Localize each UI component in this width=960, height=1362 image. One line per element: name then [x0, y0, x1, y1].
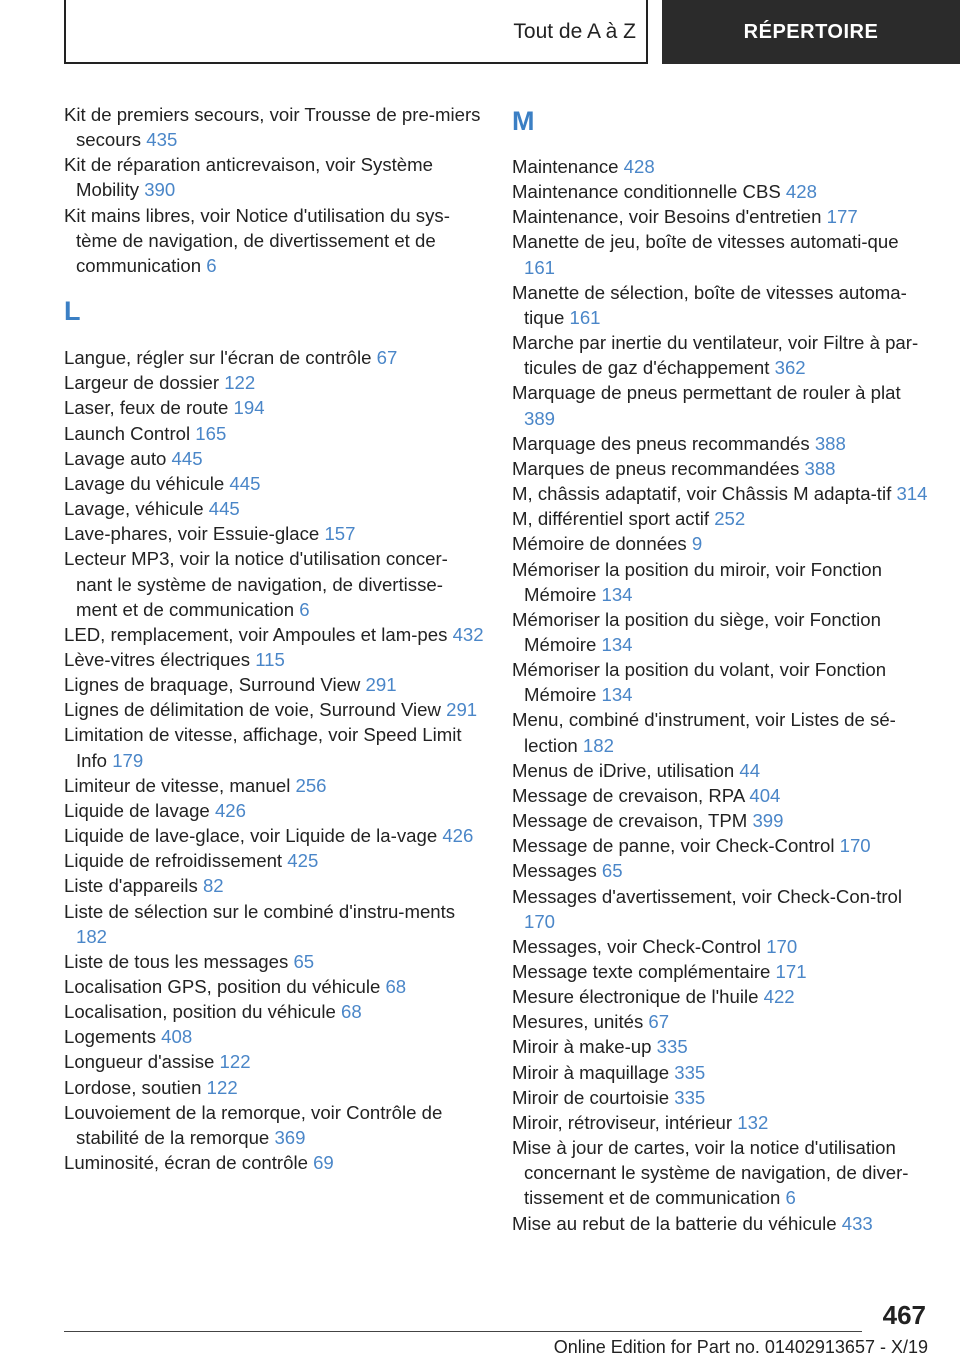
- page-reference-link[interactable]: 389: [524, 407, 556, 429]
- page-reference-link[interactable]: 445: [229, 472, 261, 494]
- index-entry: [64, 203, 484, 278]
- index-entry-text: Lordose, soutien: [64, 1076, 207, 1098]
- page-reference-link[interactable]: 67: [376, 347, 398, 369]
- index-entry: [64, 974, 484, 999]
- index-entry-text: Marquage de pneus permettant de rouler à plat: [512, 382, 901, 404]
- index-entry-text: Localisation, position du véhicule: [64, 1001, 342, 1023]
- index-entry: [64, 1100, 484, 1150]
- page-reference-link[interactable]: 388: [804, 457, 836, 479]
- page-reference-link[interactable]: 82: [202, 875, 224, 897]
- index-column-left: [64, 102, 484, 1175]
- page-reference-link[interactable]: 428: [623, 156, 655, 177]
- index-entry: [64, 496, 484, 521]
- page-number: 467: [882, 1300, 926, 1330]
- index-entry-text: Mesures, unités: [512, 1011, 649, 1033]
- index-entry: [512, 1110, 932, 1135]
- index-entry-text: Miroir de courtoisie: [512, 1086, 675, 1108]
- index-entry-text: M, châssis adaptatif, voir Châssis M adapta-tif: [512, 483, 897, 505]
- index-entry: [512, 557, 932, 607]
- page-reference-link[interactable]: 291: [446, 699, 478, 721]
- page-reference-link[interactable]: 68: [385, 976, 407, 997]
- index-entry-text: Marques de pneus recommandées: [512, 457, 805, 479]
- index-entry-text: M, différentiel sport actif: [512, 508, 715, 530]
- index-entry-text: Lave-phares, voir Essuie-glace: [64, 523, 325, 545]
- page-reference-link[interactable]: 115: [255, 648, 285, 670]
- index-entry: [512, 204, 932, 229]
- index-entry: [512, 154, 932, 179]
- index-entry-text: Lecteur MP3, voir la notice d'utilisation concer-nant le système de navigation, de divertisse-ment et de communication: [64, 548, 448, 620]
- index-entry: [512, 1135, 932, 1210]
- page-reference-link[interactable]: 134: [601, 583, 633, 605]
- index-entry: [512, 758, 932, 783]
- index-entry-text: Liquide de refroidissement: [64, 850, 288, 872]
- index-entry: [512, 431, 932, 456]
- index-entry: [512, 280, 932, 330]
- page-reference-link[interactable]: 69: [313, 1152, 334, 1174]
- index-entry-text: Liquide de lavage: [64, 799, 215, 821]
- page-reference-link[interactable]: 433: [841, 1212, 873, 1234]
- index-entry: [64, 949, 484, 974]
- page-reference-link[interactable]: 388: [814, 432, 846, 454]
- index-entry-text: Liste d'appareils: [64, 875, 203, 897]
- index-entry: [64, 722, 484, 772]
- index-entry-text: Manette de jeu, boîte de vitesses automati-que: [512, 231, 899, 253]
- index-entry-text: Mémoriser la position du siège, voir Fonction Mémoire: [512, 608, 881, 655]
- page-reference-link[interactable]: 435: [146, 129, 178, 151]
- index-entry-text: Launch Control: [64, 422, 196, 444]
- index-entry: [512, 1060, 932, 1085]
- index-entry: [64, 647, 484, 672]
- index-entry-text: Message de panne, voir Check-Control: [512, 835, 840, 857]
- index-entry: [512, 858, 932, 883]
- page-reference-link[interactable]: 161: [569, 306, 601, 328]
- index-entry: [512, 934, 932, 959]
- page-reference-link[interactable]: 335: [674, 1086, 706, 1108]
- page-reference-link[interactable]: 404: [749, 784, 781, 806]
- page-reference-link[interactable]: 194: [233, 397, 265, 419]
- index-entry-text: Kit mains libres, voir Notice d'utilisation du sys-tème de navigation, de divertissement et de communication: [64, 204, 450, 276]
- page-reference-link[interactable]: 170: [766, 935, 798, 957]
- index-entry: [64, 999, 484, 1024]
- index-entry-text: Kit de réparation anticrevaison, voir Système Mobility: [64, 154, 433, 201]
- index-entry-text: Marche par inertie du ventilateur, voir Filtre à par-ticules de gaz d'échappement: [512, 332, 919, 379]
- index-entry-text: Messages, voir Check-Control: [512, 935, 767, 957]
- page-reference-link[interactable]: 122: [219, 1051, 251, 1073]
- index-entry: [512, 380, 932, 430]
- index-entry: [64, 345, 484, 370]
- index-entry-text: Miroir, rétroviseur, intérieur: [512, 1111, 738, 1133]
- index-entry: [512, 657, 932, 707]
- page-reference-link[interactable]: 335: [674, 1061, 706, 1083]
- page-reference-link[interactable]: 6: [206, 254, 217, 276]
- page-reference-link[interactable]: 390: [144, 179, 176, 201]
- index-entry: [512, 783, 932, 808]
- index-entry: [512, 1211, 932, 1236]
- page-reference-link[interactable]: 369: [274, 1126, 306, 1148]
- index-letter-heading: L: [64, 296, 81, 327]
- index-entry: [64, 152, 484, 202]
- index-entry-text: Menus de iDrive, utilisation: [512, 759, 740, 781]
- page-reference-link[interactable]: 67: [648, 1011, 670, 1033]
- page-reference-link[interactable]: 68: [341, 1001, 362, 1023]
- page-reference-link[interactable]: 165: [195, 422, 227, 444]
- page-reference-link[interactable]: 134: [601, 684, 633, 706]
- index-entry-text: Mesure électronique de l'huile: [512, 986, 764, 1008]
- index-entry: [64, 773, 484, 798]
- index-entry-text: Lignes de délimitation de voie, Surround View: [64, 699, 447, 721]
- page-reference-link[interactable]: 65: [293, 950, 315, 972]
- section-title: Tout de A à Z: [513, 20, 636, 43]
- index-entry: [64, 1150, 484, 1175]
- index-entry: [64, 1024, 484, 1049]
- index-entry: [64, 1075, 484, 1100]
- index-entry: [64, 102, 484, 152]
- page-reference-link[interactable]: 426: [442, 825, 474, 847]
- page-reference-link[interactable]: 362: [774, 357, 806, 379]
- page-reference-link[interactable]: 182: [76, 925, 108, 947]
- page-reference-link[interactable]: 256: [295, 774, 327, 796]
- index-entry: [512, 481, 932, 506]
- index-entry-text: Lavage, véhicule: [64, 498, 209, 520]
- index-entry-text: Lignes de braquage, Surround View: [64, 674, 366, 696]
- page-reference-link[interactable]: 445: [208, 498, 240, 520]
- page-reference-link[interactable]: 425: [287, 850, 319, 872]
- index-entry-text: Logements: [64, 1026, 162, 1048]
- index-entry: [64, 798, 484, 823]
- footer-divider: [64, 1331, 862, 1332]
- index-entry: [512, 1085, 932, 1110]
- page-reference-link[interactable]: 170: [524, 910, 556, 932]
- page-reference-link[interactable]: 445: [171, 447, 203, 469]
- index-entry: [512, 884, 932, 934]
- page-reference-link[interactable]: 179: [112, 749, 144, 771]
- index-entry-text: Menu, combiné d'instrument, voir Listes de sé-lection: [512, 709, 896, 756]
- page-reference-link[interactable]: 44: [739, 759, 761, 781]
- index-entry: [512, 808, 932, 833]
- index-entry-text: Largeur de dossier: [64, 372, 225, 394]
- index-entry-text: Limitation de vitesse, affichage, voir Speed Limit Info: [64, 724, 462, 771]
- index-entry: [64, 471, 484, 496]
- page-reference-link[interactable]: 252: [714, 508, 746, 530]
- index-entry: [512, 607, 932, 657]
- page-reference-link[interactable]: 408: [161, 1026, 193, 1048]
- index-entry-text: Message texte complémentaire: [512, 961, 776, 982]
- page-reference-link[interactable]: 122: [206, 1076, 238, 1098]
- index-entry: [512, 833, 932, 858]
- index-entry: [512, 531, 932, 556]
- page-reference-link[interactable]: 432: [452, 623, 484, 645]
- index-column-right: [512, 102, 932, 1236]
- index-entry: [512, 707, 932, 757]
- page-reference-link[interactable]: 426: [214, 799, 246, 821]
- page-reference-link[interactable]: 132: [737, 1111, 769, 1133]
- index-entry-text: Miroir à make-up: [512, 1036, 657, 1058]
- index-entry-text: Marquage des pneus recommandés: [512, 432, 815, 454]
- index-entry-text: Mise à jour de cartes, voir la notice d'utilisation concernant le système de navigation, de diver-tissement et de communication: [512, 1137, 909, 1209]
- page-reference-link[interactable]: 134: [601, 633, 633, 655]
- index-entry: [512, 959, 932, 984]
- page-reference-link[interactable]: 171: [775, 961, 807, 982]
- page-reference-link[interactable]: 314: [896, 483, 928, 505]
- index-entry-text: Messages d'avertissement, voir Check-Con-trol: [512, 885, 903, 907]
- index-entry-text: Limiteur de vitesse, manuel: [64, 774, 296, 796]
- index-entry-text: Message de crevaison, TPM: [512, 810, 753, 832]
- index-entry-text: LED, remplacement, voir Ampoules et lam-pes: [64, 623, 453, 645]
- page-reference-link[interactable]: 9: [691, 533, 703, 555]
- index-entry-text: Maintenance: [512, 156, 624, 177]
- index-entry-text: Lavage auto: [64, 447, 172, 469]
- index-letter-heading: M: [512, 106, 535, 136]
- page-reference-link[interactable]: 177: [826, 206, 858, 228]
- index-entry: [64, 622, 484, 647]
- index-entry: [64, 446, 484, 471]
- index-entry-text: Liquide de lave-glace, voir Liquide de la-vage: [64, 825, 443, 847]
- index-entry-text: Laser, feux de route: [64, 397, 234, 419]
- index-entry: [64, 672, 484, 697]
- index-entry-text: Messages: [512, 860, 602, 882]
- page-reference-link[interactable]: 157: [324, 523, 356, 545]
- index-entry-text: Longueur d'assise: [64, 1051, 220, 1073]
- index-entry: [64, 823, 484, 848]
- index-entry: [512, 1034, 932, 1059]
- chapter-tab[interactable]: RÉPERTOIRE: [662, 0, 960, 64]
- page-reference-link[interactable]: 335: [656, 1036, 688, 1058]
- page-reference-link[interactable]: 6: [299, 598, 310, 620]
- index-entry: [512, 179, 932, 204]
- index-entry-text: Miroir à maquillage: [512, 1061, 675, 1083]
- index-entry-text: Langue, régler sur l'écran de contrôle: [64, 347, 377, 369]
- page-reference-link[interactable]: 161: [524, 256, 556, 278]
- index-entry: [64, 1049, 484, 1074]
- page-reference-link[interactable]: 182: [582, 734, 614, 756]
- index-entry-text: Kit de premiers secours, voir Trousse de pre-miers secours: [64, 104, 481, 151]
- index-entry-text: Maintenance, voir Besoins d'entretien: [512, 206, 827, 228]
- page-reference-link[interactable]: 291: [365, 674, 397, 696]
- index-entry-text: Luminosité, écran de contrôle: [64, 1152, 314, 1174]
- index-entry-text: Mise au rebut de la batterie du véhicule: [512, 1212, 842, 1234]
- index-entry: [64, 873, 484, 898]
- index-entry-text: Manette de sélection, boîte de vitesses automa-tique: [512, 281, 907, 328]
- index-entry-text: Lavage du véhicule: [64, 472, 230, 494]
- index-entry: [64, 697, 484, 722]
- index-entry: [64, 848, 484, 873]
- index-entry: [64, 395, 484, 420]
- index-entry: [512, 506, 932, 531]
- index-entry-text: Mémoriser la position du volant, voir Fonction Mémoire: [512, 659, 887, 706]
- index-entry: [64, 370, 484, 395]
- index-entry-text: Mémoire de données: [512, 533, 692, 555]
- footer-edition: Online Edition for Part no. 01402913657 - X/19: [553, 1337, 928, 1357]
- page-reference-link[interactable]: 170: [839, 835, 871, 857]
- index-entry: [512, 229, 932, 279]
- page-reference-link[interactable]: 65: [601, 860, 623, 882]
- index-entry: [512, 330, 932, 380]
- index-entry: [512, 984, 932, 1009]
- page-reference-link[interactable]: 122: [224, 372, 256, 394]
- index-entry-text: Liste de tous les messages: [64, 950, 294, 972]
- page-reference-link[interactable]: 422: [763, 986, 795, 1008]
- index-entry-text: Liste de sélection sur le combiné d'instru-ments: [64, 900, 456, 922]
- page-reference-link[interactable]: 428: [785, 181, 817, 203]
- index-entry: [512, 1009, 932, 1034]
- index-entry: [64, 521, 484, 546]
- index-entry-text: Maintenance conditionnelle CBS: [512, 181, 786, 203]
- index-entry-text: Mémoriser la position du miroir, voir Fonction Mémoire: [512, 558, 882, 605]
- index-entry-text: Lève-vitres électriques: [64, 648, 256, 670]
- index-entry-text: Message de crevaison, RPA: [512, 784, 750, 806]
- page-reference-link[interactable]: 6: [785, 1187, 796, 1209]
- index-entry-text: Louvoiement de la remorque, voir Contrôle de stabilité de la remorque: [64, 1101, 443, 1148]
- index-entry: [64, 546, 484, 621]
- index-entry-text: Localisation GPS, position du véhicule: [64, 976, 386, 997]
- index-entry: [64, 421, 484, 446]
- index-entry: [64, 899, 484, 949]
- index-entry: [512, 456, 932, 481]
- page-reference-link[interactable]: 399: [752, 810, 784, 832]
